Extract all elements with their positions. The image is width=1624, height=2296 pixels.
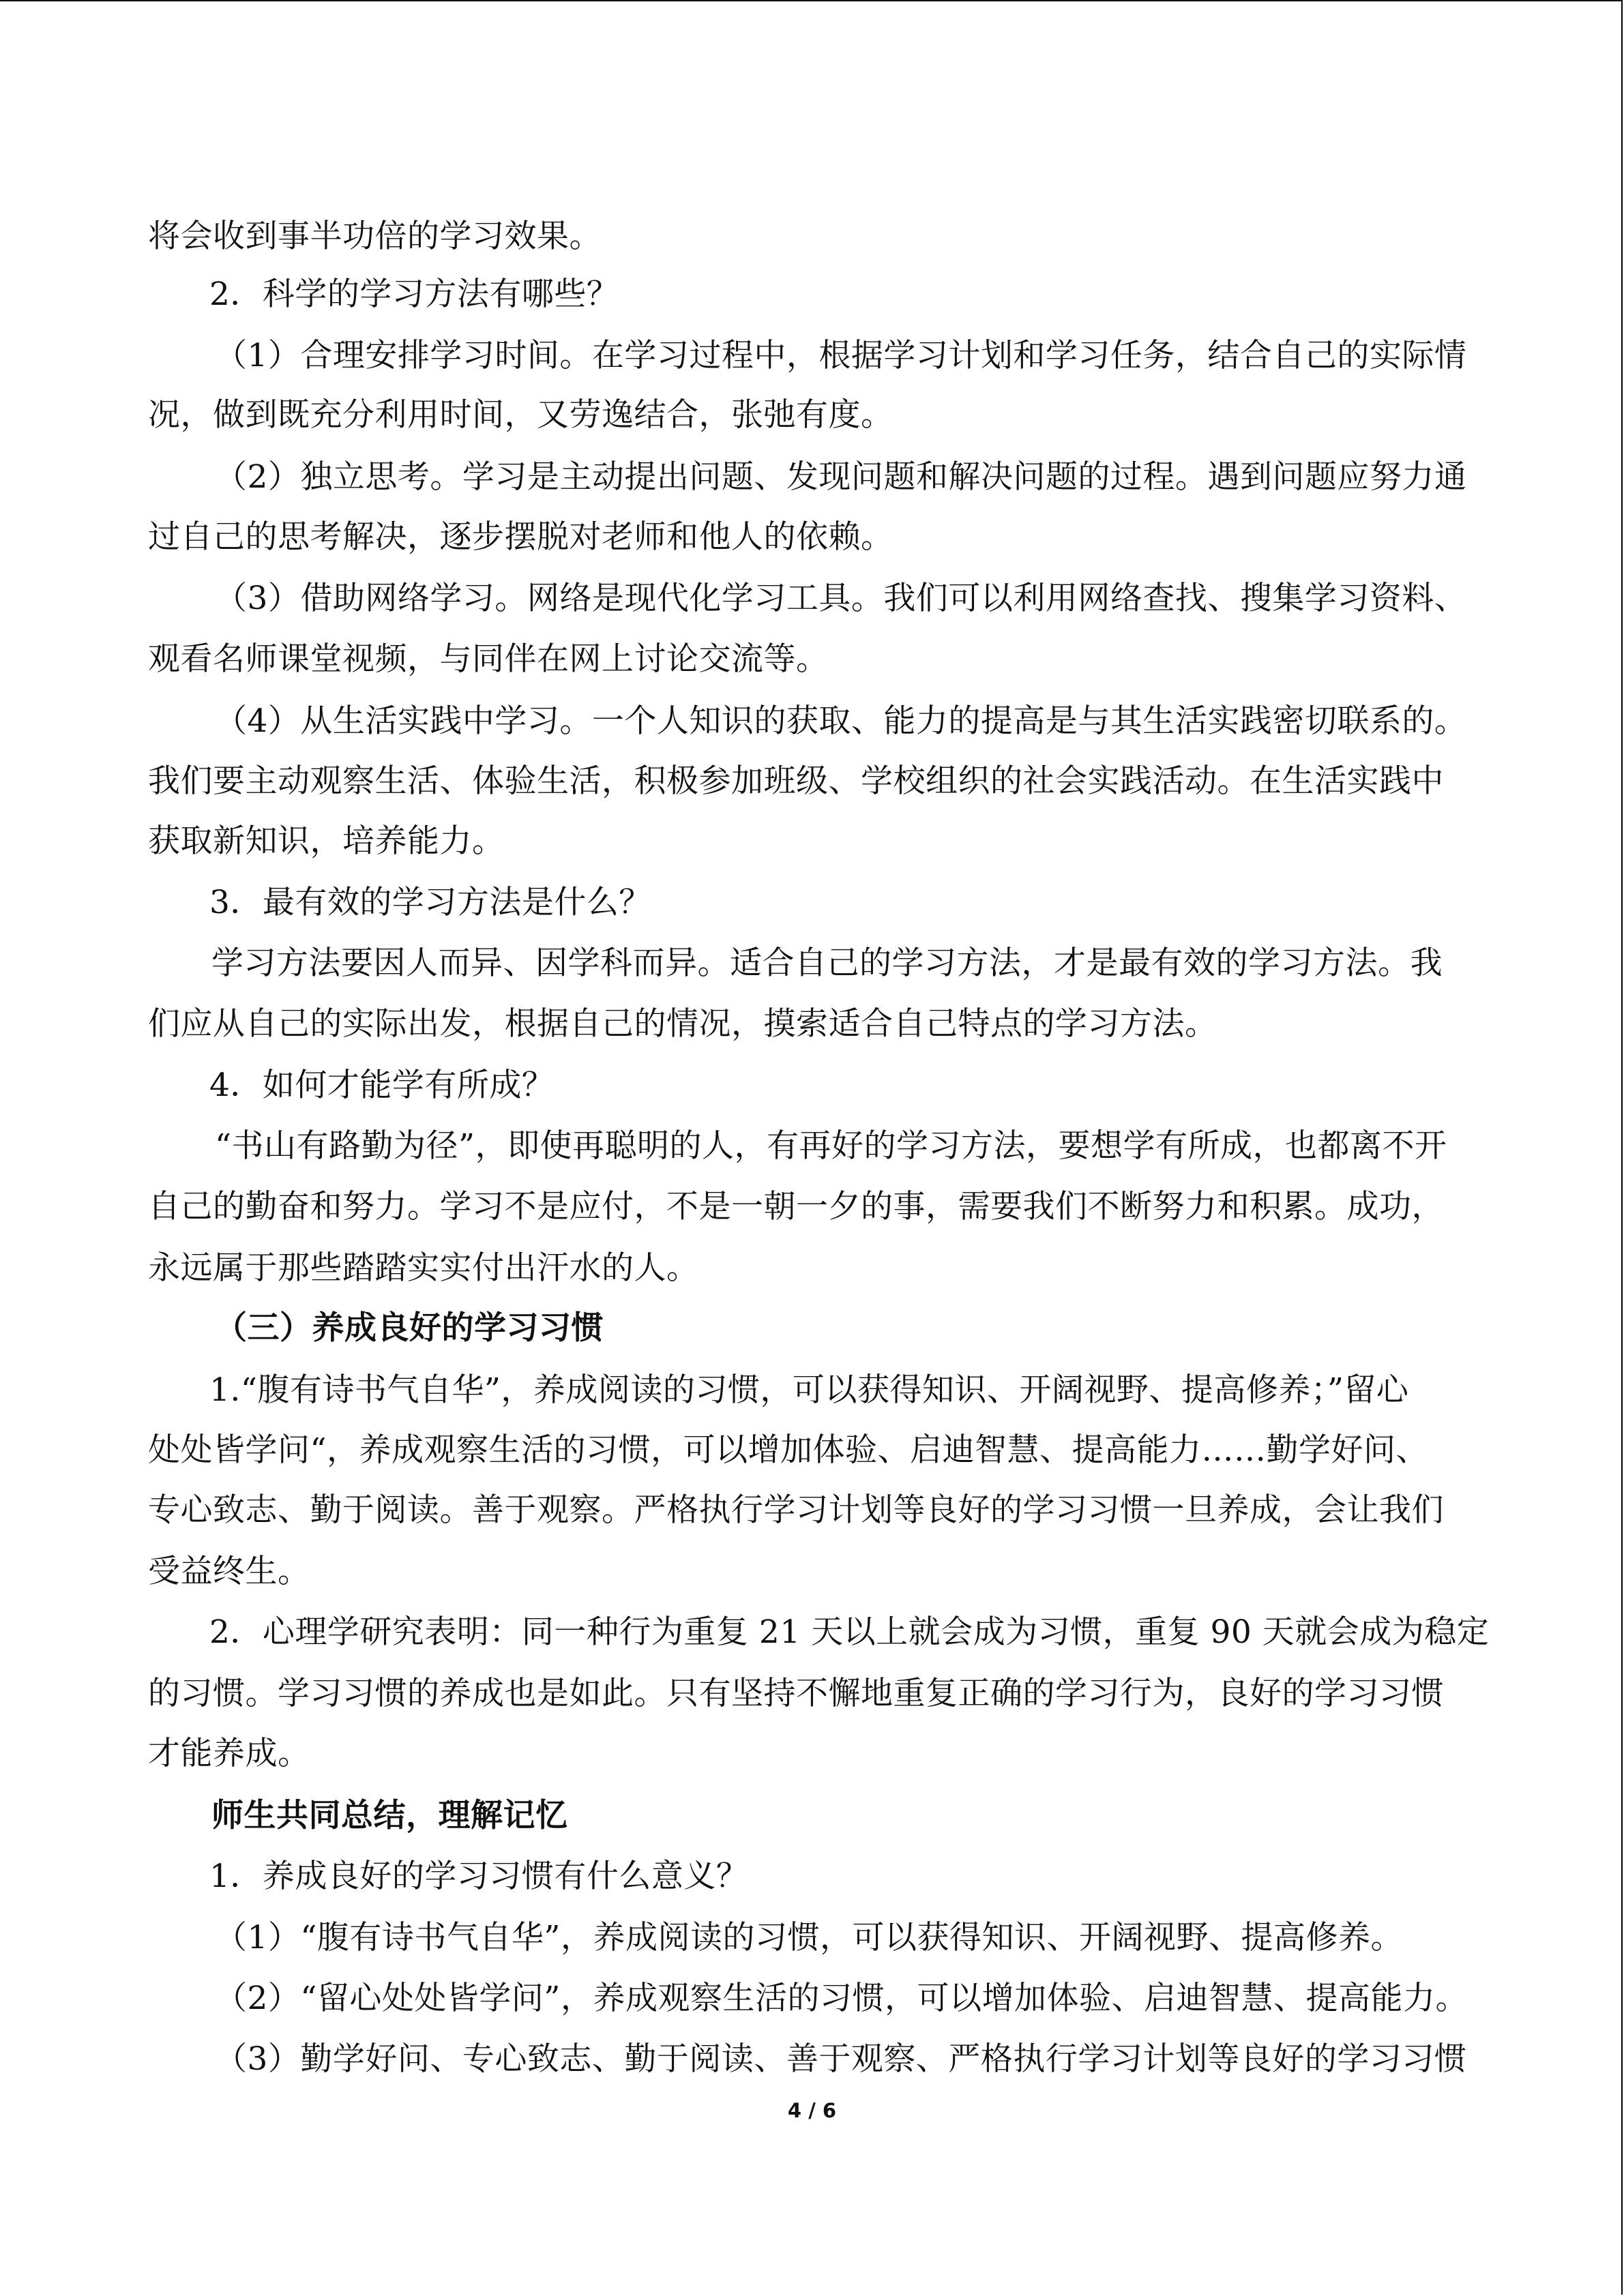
paragraph-line: （4）从生活实践中学习。一个人知识的获取、能力的提高是与其生活实践密切联系的。: [215, 702, 1467, 740]
paragraph-line: （2）“留心处处皆学问”，养成观察生活的习惯，可以增加体验、启迪智慧、提高能力。: [215, 1980, 1468, 2017]
paragraph-line: 永远属于那些踏踏实实付出汗水的人。: [148, 1249, 699, 1287]
question-heading: 2．科学的学习方法有哪些？: [209, 275, 619, 313]
paragraph-line: 才能养成。: [148, 1735, 310, 1772]
paragraph-line: 2．心理学研究表明：同一种行为重复 21 天以上就会成为习惯，重复 90 天就会成为稳定: [209, 1613, 1490, 1651]
paragraph-line: （1）“腹有诗书气自华”，养成阅读的习惯，可以获得知识、开阔视野、提高修养。: [215, 1919, 1403, 1956]
paragraph-line: （3）借助网络学习。网络是现代化学习工具。我们可以利用网络查找、搜集学习资料、: [215, 580, 1467, 617]
paragraph-line: （3）勤学好问、专心致志、勤于阅读、善于观察、严格执行学习计划等良好的学习习惯: [215, 2040, 1467, 2078]
paragraph-line: 专心致志、勤于阅读。善于观察。严格执行学习计划等良好的学习习惯一旦养成，会让我们: [148, 1491, 1444, 1529]
paragraph-line: 观看名师课堂视频，与同伴在网上讨论交流等。: [148, 640, 829, 678]
paragraph-line: 况，做到既充分利用时间，又劳逸结合，张弛有度。: [148, 396, 894, 434]
paragraph-line: 将会收到事半功倍的学习效果。: [148, 218, 602, 255]
paragraph-line: 1.“腹有诗书气自华”，养成阅读的习惯，可以获得知识、开阔视野、提高修养；”留心: [209, 1371, 1409, 1409]
paragraph-line: 获取新知识，培养能力。: [148, 822, 505, 860]
paragraph-line: （2）独立思考。学习是主动提出问题、发现问题和解决问题的过程。遇到问题应努力通: [215, 458, 1467, 496]
summary-heading: 师生共同总结，理解记忆: [211, 1797, 568, 1834]
question-heading: 1．养成良好的学习习惯有什么意义？: [209, 1858, 749, 1895]
paragraph-line: 过自己的思考解决，逐步摆脱对老师和他人的依赖。: [148, 518, 894, 556]
paragraph-line: 的习惯。学习习惯的养成也是如此。只有坚持不懈地重复正确的学习行为，良好的学习习惯: [148, 1675, 1444, 1712]
paragraph-line: 学习方法要因人而异、因学科而异。适合自己的学习方法，才是最有效的学习方法。我: [211, 944, 1443, 982]
question-heading: 4．如何才能学有所成？: [209, 1067, 555, 1104]
paragraph-line: 我们要主动观察生活、体验生活，积极参加班级、学校组织的社会实践活动。在生活实践中: [148, 762, 1444, 800]
paragraph-line: 处处皆学问“，养成观察生活的习惯，可以增加体验、启迪智慧、提高能力……勤学好问、: [148, 1431, 1429, 1469]
section-heading: （三）养成良好的学习习惯: [215, 1309, 604, 1347]
paragraph-line: （1）合理安排学习时间。在学习过程中，根据学习计划和学习任务，结合自己的实际情: [215, 337, 1467, 374]
paragraph-line: 自己的勤奋和努力。学习不是应付，不是一朝一夕的事，需要我们不断努力和积累。成功，: [148, 1188, 1444, 1225]
question-heading: 3．最有效的学习方法是什么？: [209, 884, 651, 921]
paragraph-line: “书山有路勤为径”，即使再聪明的人，有再好的学习方法，要想学有所成，也都离不开: [215, 1127, 1447, 1165]
paragraph-line: 受益终生。: [148, 1553, 310, 1590]
page-number: 4 / 6: [787, 2099, 837, 2122]
paragraph-line: 们应从自己的实际出发，根据自己的情况，摸索适合自己特点的学习方法。: [148, 1005, 1217, 1043]
